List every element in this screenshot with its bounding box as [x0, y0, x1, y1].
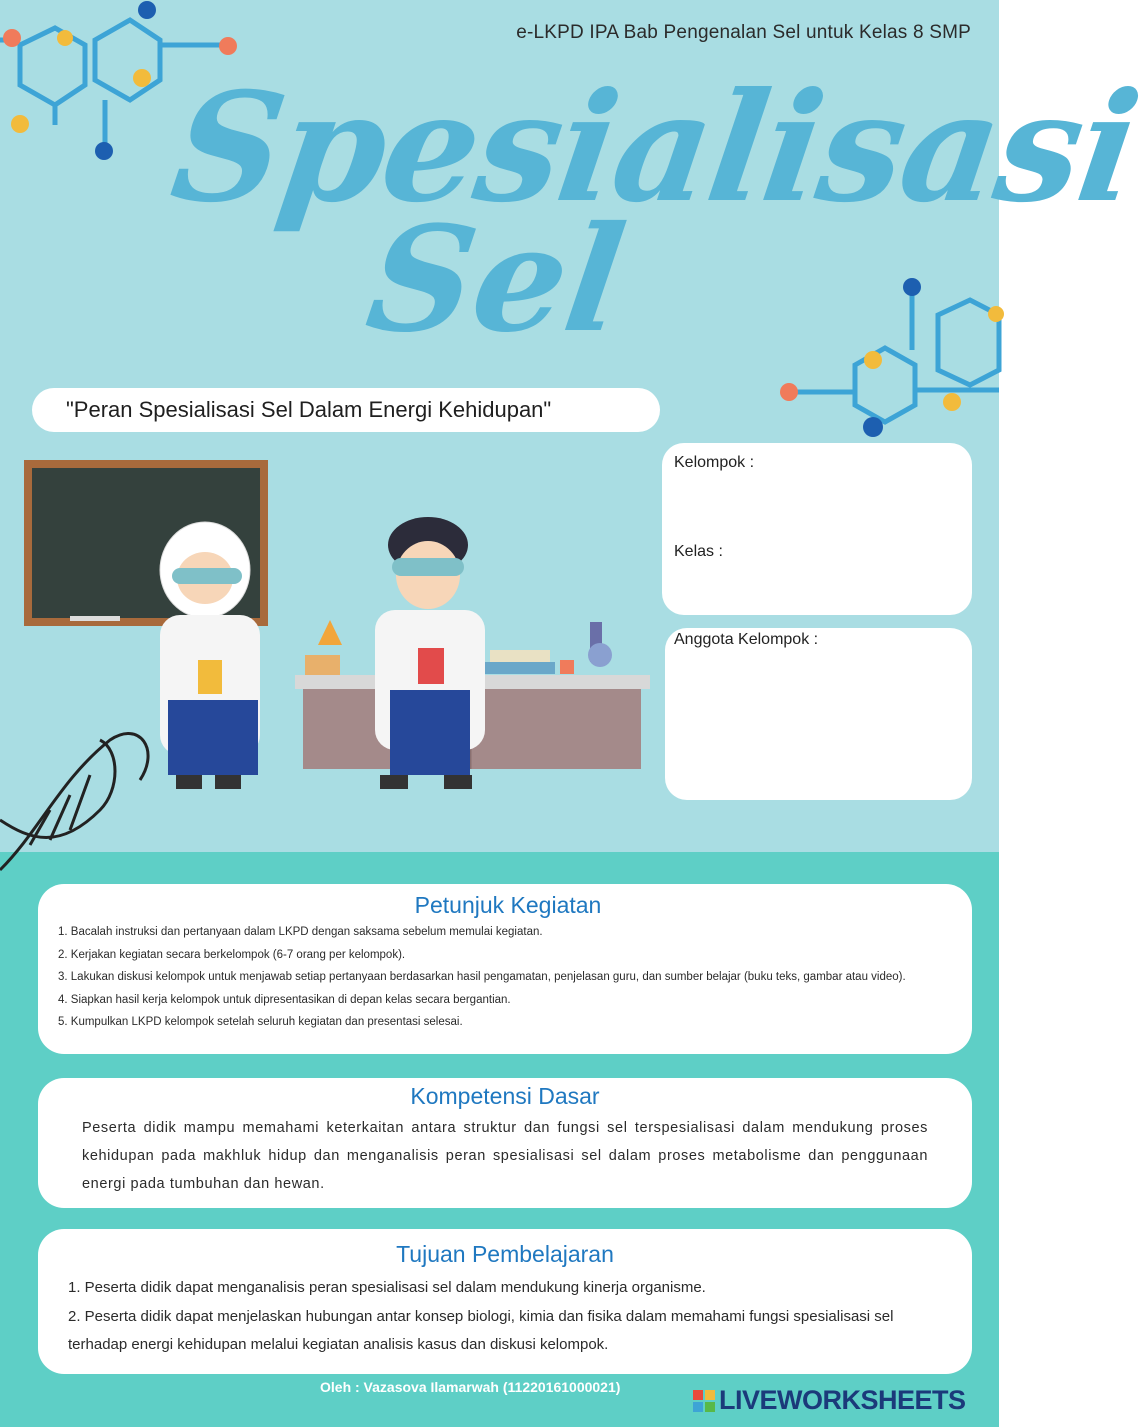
instructions-heading: Petunjuk Kegiatan — [414, 892, 602, 918]
objective-item: 2. Peserta didik dapat menjelaskan hubungan antar konsep biologi, kimia dan fisika dalam memahami fungsi spesialisasi sel terhadap energi kehidupan melalui kegiatan analisis kasus dan diskusi kelompok. — [68, 1307, 894, 1353]
objective-item: 1. Peserta didik dapat menganalisis peran spesialisasi sel dalam mendukung kinerja organisme. — [68, 1279, 706, 1296]
instruction-item: 3. Lakukan diskusi kelompok untuk menjawab setiap pertanyaan berdasarkan hasil pengamatan, penjelasan guru, dan sumber belajar (buku teks, gambar atau video). — [58, 971, 906, 983]
title-line-1: Spesialisasi — [162, 60, 1148, 236]
girl-scientist — [160, 522, 260, 789]
instruction-item: 5. Kumpulkan LKPD kelompok setelah seluruh kegiatan dan presentasi selesai. — [58, 1016, 463, 1028]
instruction-item: 1. Bacalah instruksi dan pertanyaan dalam LKPD dengan saksama sebelum memulai kegiatan. — [58, 926, 543, 938]
objectives-section — [38, 1229, 972, 1374]
boy-scientist — [375, 517, 485, 789]
instruction-item: 2. Kerjakan kegiatan secara berkelompok (6-7 orang per kelompok). — [58, 948, 406, 961]
class-label: Kelas : — [674, 543, 723, 560]
group-info-card — [662, 443, 972, 615]
liveworksheets-brand[interactable] — [693, 1385, 966, 1416]
title-line-2: Sel — [358, 195, 635, 365]
brand-text: LIVEWORKSHEETS — [719, 1385, 966, 1415]
members-card — [665, 628, 972, 800]
instructions-list — [58, 921, 958, 1034]
competency-heading: Kompetensi Dasar — [410, 1083, 600, 1109]
members-label: Anggota Kelompok : — [674, 631, 819, 648]
instructions-section — [38, 884, 972, 1054]
subtitle-text: "Peran Spesialisasi Sel Dalam Energi Kehidupan" — [66, 397, 552, 422]
group-label: Kelompok : — [674, 454, 755, 471]
dna-helix — [0, 734, 148, 870]
instruction-item: 4. Siapkan hasil kerja kelompok untuk dipresentasikan di depan kelas secara bergantian. — [58, 993, 511, 1006]
competency-section — [38, 1078, 972, 1208]
subtitle-pill — [32, 388, 660, 432]
subject-header: e-LKPD IPA Bab Pengenalan Sel untuk Kelas 8 SMP — [516, 22, 971, 43]
liveworksheets-logo-icon — [693, 1390, 715, 1412]
molecule-decoration-right — [770, 270, 999, 470]
author-credit: Oleh : Vazasova Ilamarwah (11220161000021) — [320, 1379, 621, 1395]
objectives-list — [68, 1274, 942, 1360]
laboratory-illustration — [0, 450, 660, 890]
competency-text: Peserta didik mampu memahami keterkaitan antara struktur dan fungsi sel terspesialisasi dalam mendukung proses kehidupan pada makhluk hidup dan menganalisis peran spesialisasi sel dalam proses metabolisme dan penggunaan energi pada tumbuhan dan hewan. — [82, 1120, 928, 1192]
objectives-heading: Tujuan Pembelajaran — [396, 1241, 614, 1267]
